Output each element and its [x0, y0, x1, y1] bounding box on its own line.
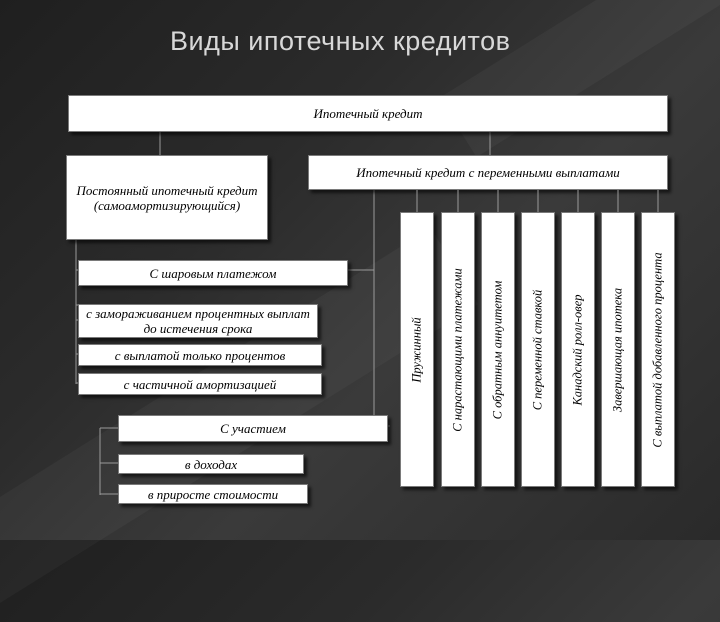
fixed-child-label: с замораживанием процентных выплат до истечения срока: [86, 306, 310, 336]
variable-type-label: Завершающая ипотека: [610, 287, 625, 412]
page-title: Виды ипотечных кредитов: [170, 26, 511, 56]
variable-loan-label: Ипотечный кредит с переменными выплатами: [356, 165, 620, 180]
variable-type-label: С обратным аннуитетом: [490, 280, 505, 419]
fixed-child-label: С шаровым платежом: [149, 265, 277, 281]
fixed-child-label: С участием: [220, 421, 286, 436]
fixed-child-label: с частичной амортизацией: [123, 376, 277, 392]
fixed-loan-label: Постоянный ипотечный кредит (самоамортизирующийся): [76, 182, 258, 213]
variable-type-label: С переменной ставкой: [530, 289, 545, 410]
participation-child-label: в приросте стоимости: [147, 486, 279, 502]
variable-type-label: С выплатой добавленного процента: [650, 251, 665, 448]
variable-type-label: Пружинный: [409, 316, 424, 383]
root-label: Ипотечный кредит: [313, 106, 423, 121]
variable-type-label: С нарастающими платежами: [450, 267, 465, 432]
participation-child-label: в доходах: [184, 456, 238, 472]
fixed-child-label: с выплатой только процентов: [114, 347, 286, 363]
variable-type-label: Канадский ролл-овер: [570, 293, 585, 406]
